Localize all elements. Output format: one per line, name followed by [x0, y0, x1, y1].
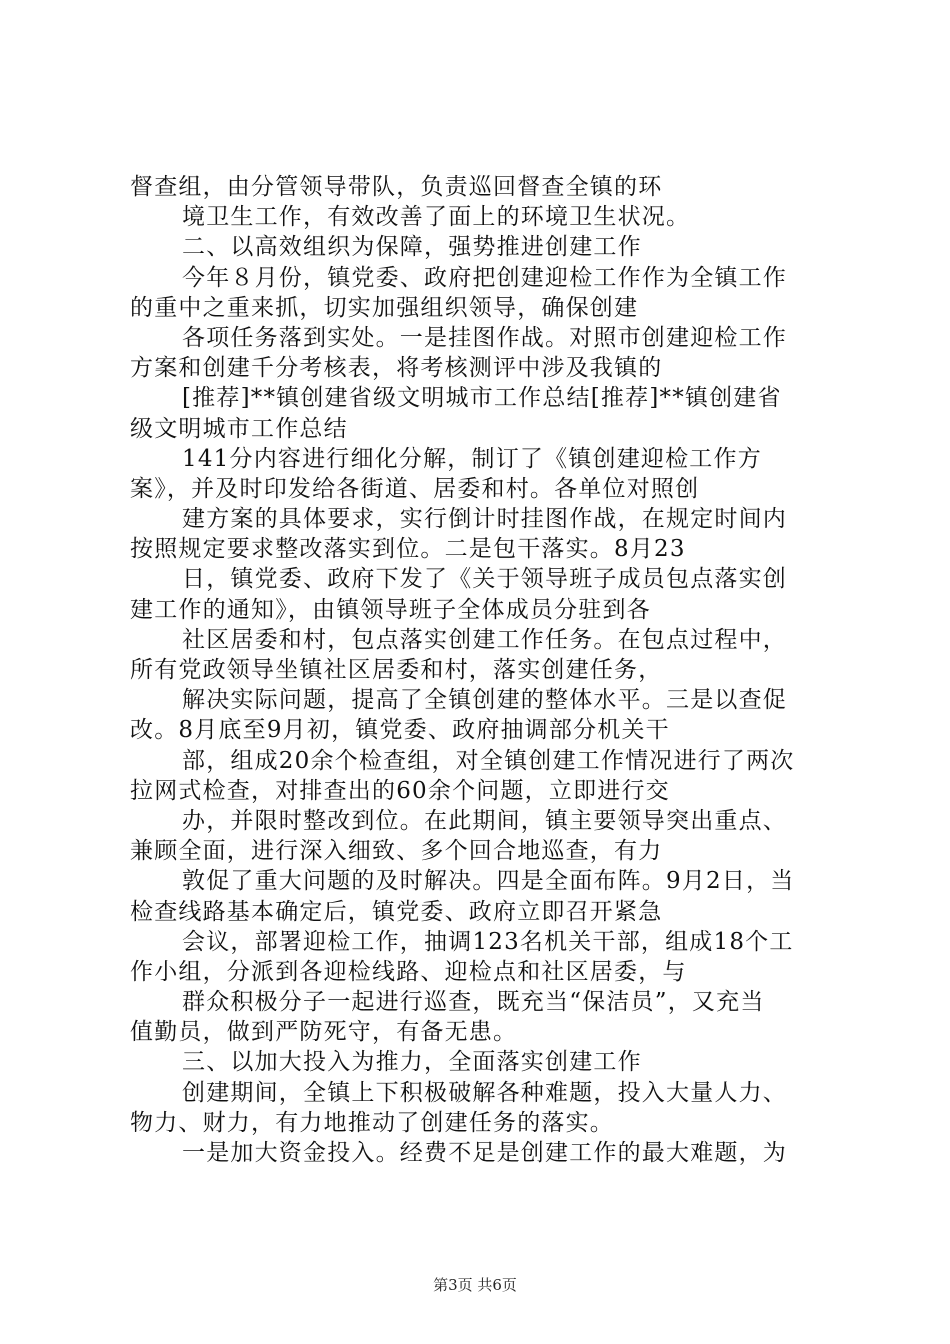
text-line: 值勤员，做到严防死守，有备无患。: [130, 1019, 518, 1046]
text-line: 一是加大资金投入。经费不足是创建工作的最大难题，为: [182, 1140, 787, 1166]
text-line: 兼顾全面，进行深入细致、多个回合地巡查，有力: [130, 838, 663, 865]
text-line: 拉网式检查，对排查出的60余个问题，立即进行交: [130, 777, 670, 804]
text-line: 检查线路基本确定后，镇党委、政府立即召开紧急: [130, 898, 663, 925]
text-line: 督查组，由分管领导带队，负责巡回督查全镇的环: [130, 174, 663, 200]
text-line: 二、以高效组织为保障，强势推进创建工作: [182, 234, 642, 261]
text-line: 建工作的通知》，由镇领导班子全体成员分驻到各: [130, 596, 651, 623]
text-line: 方案和创建千分考核表，将考核测评中涉及我镇的: [130, 355, 663, 382]
text-line: 案》，并及时印发给各街道、居委和村。各单位对照创: [130, 475, 700, 502]
text-line: 会议，部署迎检工作，抽调123名机关干部，组成18个工: [182, 928, 794, 955]
text-line: 作小组，分派到各迎检线路、迎检点和社区居委，与: [130, 958, 687, 985]
text-line: 改。8月底至9月初，镇党委、政府抽调部分机关干: [130, 717, 670, 744]
text-line: 建方案的具体要求，实行倒计时挂图作战，在规定时间内: [182, 506, 787, 533]
text-line: 敦促了重大问题的及时解决。四是全面布阵。9月2日，当: [182, 868, 795, 895]
text-line: 部，组成20余个检查组，对全镇创建工作情况进行了两次: [182, 747, 795, 774]
text-line: 所有党政领导坐镇社区居委和村，落实创建任务，: [130, 657, 663, 683]
text-line: 解决实际问题，提高了全镇创建的整体水平。三是以查促: [182, 687, 787, 714]
text-line: 141分内容进行细化分解，制订了《镇创建迎检工作方: [182, 445, 762, 472]
text-line: 办，并限时整改到位。在此期间，镇主要领导突出重点、: [182, 807, 787, 834]
text-line: [推荐]**镇创建省级文明城市工作总结[推荐]**镇创建省: [182, 385, 782, 412]
text-line: 群众积极分子一起进行巡查，既充当“保洁员”，又充当: [182, 989, 765, 1016]
body-text: [130, 172, 830, 1168]
text-line: 按照规定要求整改落实到位。二是包干落实。8月23: [130, 536, 686, 563]
text-line: 物力、财力，有力地推动了创建任务的落实。: [130, 1109, 614, 1136]
text-line: 创建期间，全镇上下积极破解各种难题，投入大量人力、: [182, 1079, 787, 1106]
text-line: 级文明城市工作总结: [130, 415, 348, 442]
text-line: 日，镇党委、政府下发了《关于领导班子成员包点落实创: [182, 566, 787, 593]
page-footer: 第3页 共6页: [433, 1276, 517, 1294]
text-line: 境卫生工作，有效改善了面上的环境卫生状况。: [182, 204, 691, 231]
text-line: 社区居委和村，包点落实创建工作任务。在包点过程中，: [182, 626, 787, 653]
text-line: 三、以加大投入为推力，全面落实创建工作: [182, 1049, 642, 1076]
text-line: 的重中之重来抓，切实加强组织领导，确保创建: [130, 294, 639, 321]
text-line: 各项任务落到实处。一是挂图作战。对照市创建迎检工作: [182, 324, 787, 351]
text-line: 今年８月份，镇党委、政府把创建迎检工作作为全镇工作: [182, 264, 787, 291]
